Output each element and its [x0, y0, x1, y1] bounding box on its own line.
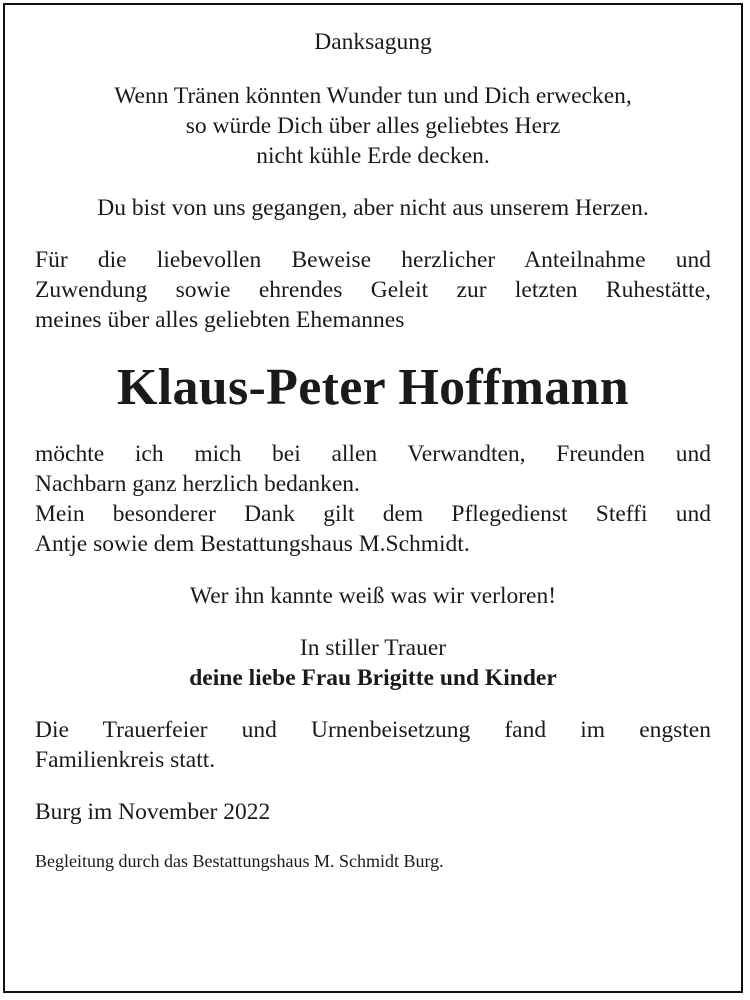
thanks-intro: [35, 245, 711, 335]
heading: Danksagung: [314, 29, 432, 55]
ceremony-note: [35, 715, 711, 775]
poem-line: Wenn Tränen könnten Wunder tun und Dich erwecken,: [114, 83, 632, 109]
thanks-intro-line: meines über alles geliebten Ehemannes: [35, 307, 405, 333]
footer-note: Begleitung durch das Bestattungshaus M. Schmidt Burg.: [35, 851, 444, 871]
thanks-body: [35, 439, 711, 559]
obituary-frame: [3, 3, 743, 993]
ceremony-line: Familienkreis statt.: [35, 747, 216, 773]
thanks-body-line: Nachbarn ganz herzlich bedanken.: [35, 471, 360, 497]
obituary-content: [35, 27, 711, 873]
thanks-intro-line: Für die liebevollen Beweise herzlicher Anteilnahme und: [35, 247, 711, 273]
poem-line: so würde Dich über alles geliebtes Herz: [185, 113, 561, 139]
thanks-body-line: Antje sowie dem Bestattungshaus M.Schmidt.: [35, 531, 470, 557]
thanks-intro-line: Zuwendung sowie ehrendes Geleit zur letzten Ruhestätte,: [35, 277, 711, 303]
quote: Wer ihn kannte weiß was wir verloren!: [189, 583, 557, 609]
mourning-line: In stiller Trauer: [299, 635, 447, 661]
place-date: Burg im November 2022: [35, 799, 271, 825]
sentence: Du bist von uns gegangen, aber nicht aus unserem Herzen.: [97, 195, 649, 221]
poem-line: nicht kühle Erde decken.: [256, 143, 490, 169]
poem: [35, 81, 711, 171]
deceased-name: Klaus-Peter Hoffmann: [117, 359, 629, 416]
mourning-family: deine liebe Frau Brigitte und Kinder: [189, 665, 557, 691]
thanks-body-line: möchte ich mich bei allen Verwandten, Freunden und: [35, 441, 711, 467]
mourning: [35, 633, 711, 693]
ceremony-line: Die Trauerfeier und Urnenbeisetzung fand im engsten: [35, 717, 711, 743]
thanks-body-line: Mein besonderer Dank gilt dem Pflegedienst Steffi und: [35, 501, 711, 527]
